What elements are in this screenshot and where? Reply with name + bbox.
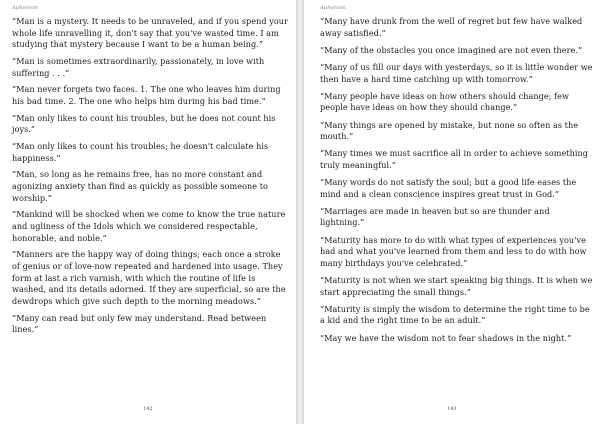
quote: “Many of us fill our days with yesterdays, so it is little wonder we then have a hard time catching up with tomorrow.” [320,61,593,84]
quote: “Marriages are made in heaven but so are thunder and lightning.” [320,205,550,228]
quote: “Man only likes to count his troubles, but he does not count his joys.” [12,112,276,135]
quote: “Many of the obstacles you once imagined are not even there.” [320,44,583,55]
quote: “Man never forgets two faces. 1. The one who leaves him during his bad time. 2. The one who helps him during his bad time.” [12,84,281,106]
quote: “Man, so long as he remains free, has no more constant and agonizing anxiety than find as quickly as possible someone to worship.” [12,169,268,203]
left-page [0,0,296,424]
page-number: 143 [447,407,457,412]
quote: “Many times we must sacrifice all in order to achieve something truly meaningful.” [320,148,589,170]
quote: “Maturity is simply the wisdom to determine the right time to be a kid and the right time to be an adult.” [320,303,590,326]
quote: “Manners are the happy way of doing things; each once a stroke of genius or of love-now repeated and hardened into usage. They form at last a rich varnish, with which the routine of life is washed, and its details adorned. If they are superficial, so are the dewdrops which give such depth to the morning meadows.” [12,249,286,306]
quote: “Many words do not satisfy the soul; but a good life eases the mind and a clean conscience inspires great trust in God.” [320,177,577,199]
quote: “Man is sometimes extraordinarily, passionately, in love with suffering . . .” [12,55,265,78]
quote-list [12,16,290,336]
quote: “Maturity has more to do with what types of experiences you've had and what you've learned from them and less to do with how many birthdays you've celebrated.” [320,234,587,268]
right-page [304,0,600,424]
quote: “Mankind will be shocked when we come to know the true nature and ugliness of the Idols which we considered respectable, honorable, and noble.” [12,209,286,243]
quote: “Many things are opened by mistake, but none so often as the mouth.” [320,119,579,142]
quote: “Many can read but only few may understand. Read between lines.” [12,312,267,335]
quote: “Man is a mystery. It needs to be unraveled, and if you spend your whole life unravelling it, don't say that you've wasted time. I am studying that mystery because I want to be a human being.” [12,16,288,50]
quote: “Maturity is not when we start speaking big things. It is when we start appreciating the small things.” [320,275,593,297]
quote: “Many people have ideas on how others should change; few people have ideas on how they should change.” [320,90,569,113]
quote: “Many have drunk from the well of regret but few have walked away satisfied.” [320,16,583,38]
running-header: Aphorism [12,5,38,11]
quote: “Man only likes to count his troubles; he doesn't calculate his happiness.” [12,141,269,163]
book-gutter [296,0,304,424]
quote-list [320,16,594,344]
running-header: Aphorism [320,5,346,11]
page-number: 142 [143,407,153,412]
quote: “May we have the wisdom not to fear shadows in the night.” [320,332,572,343]
